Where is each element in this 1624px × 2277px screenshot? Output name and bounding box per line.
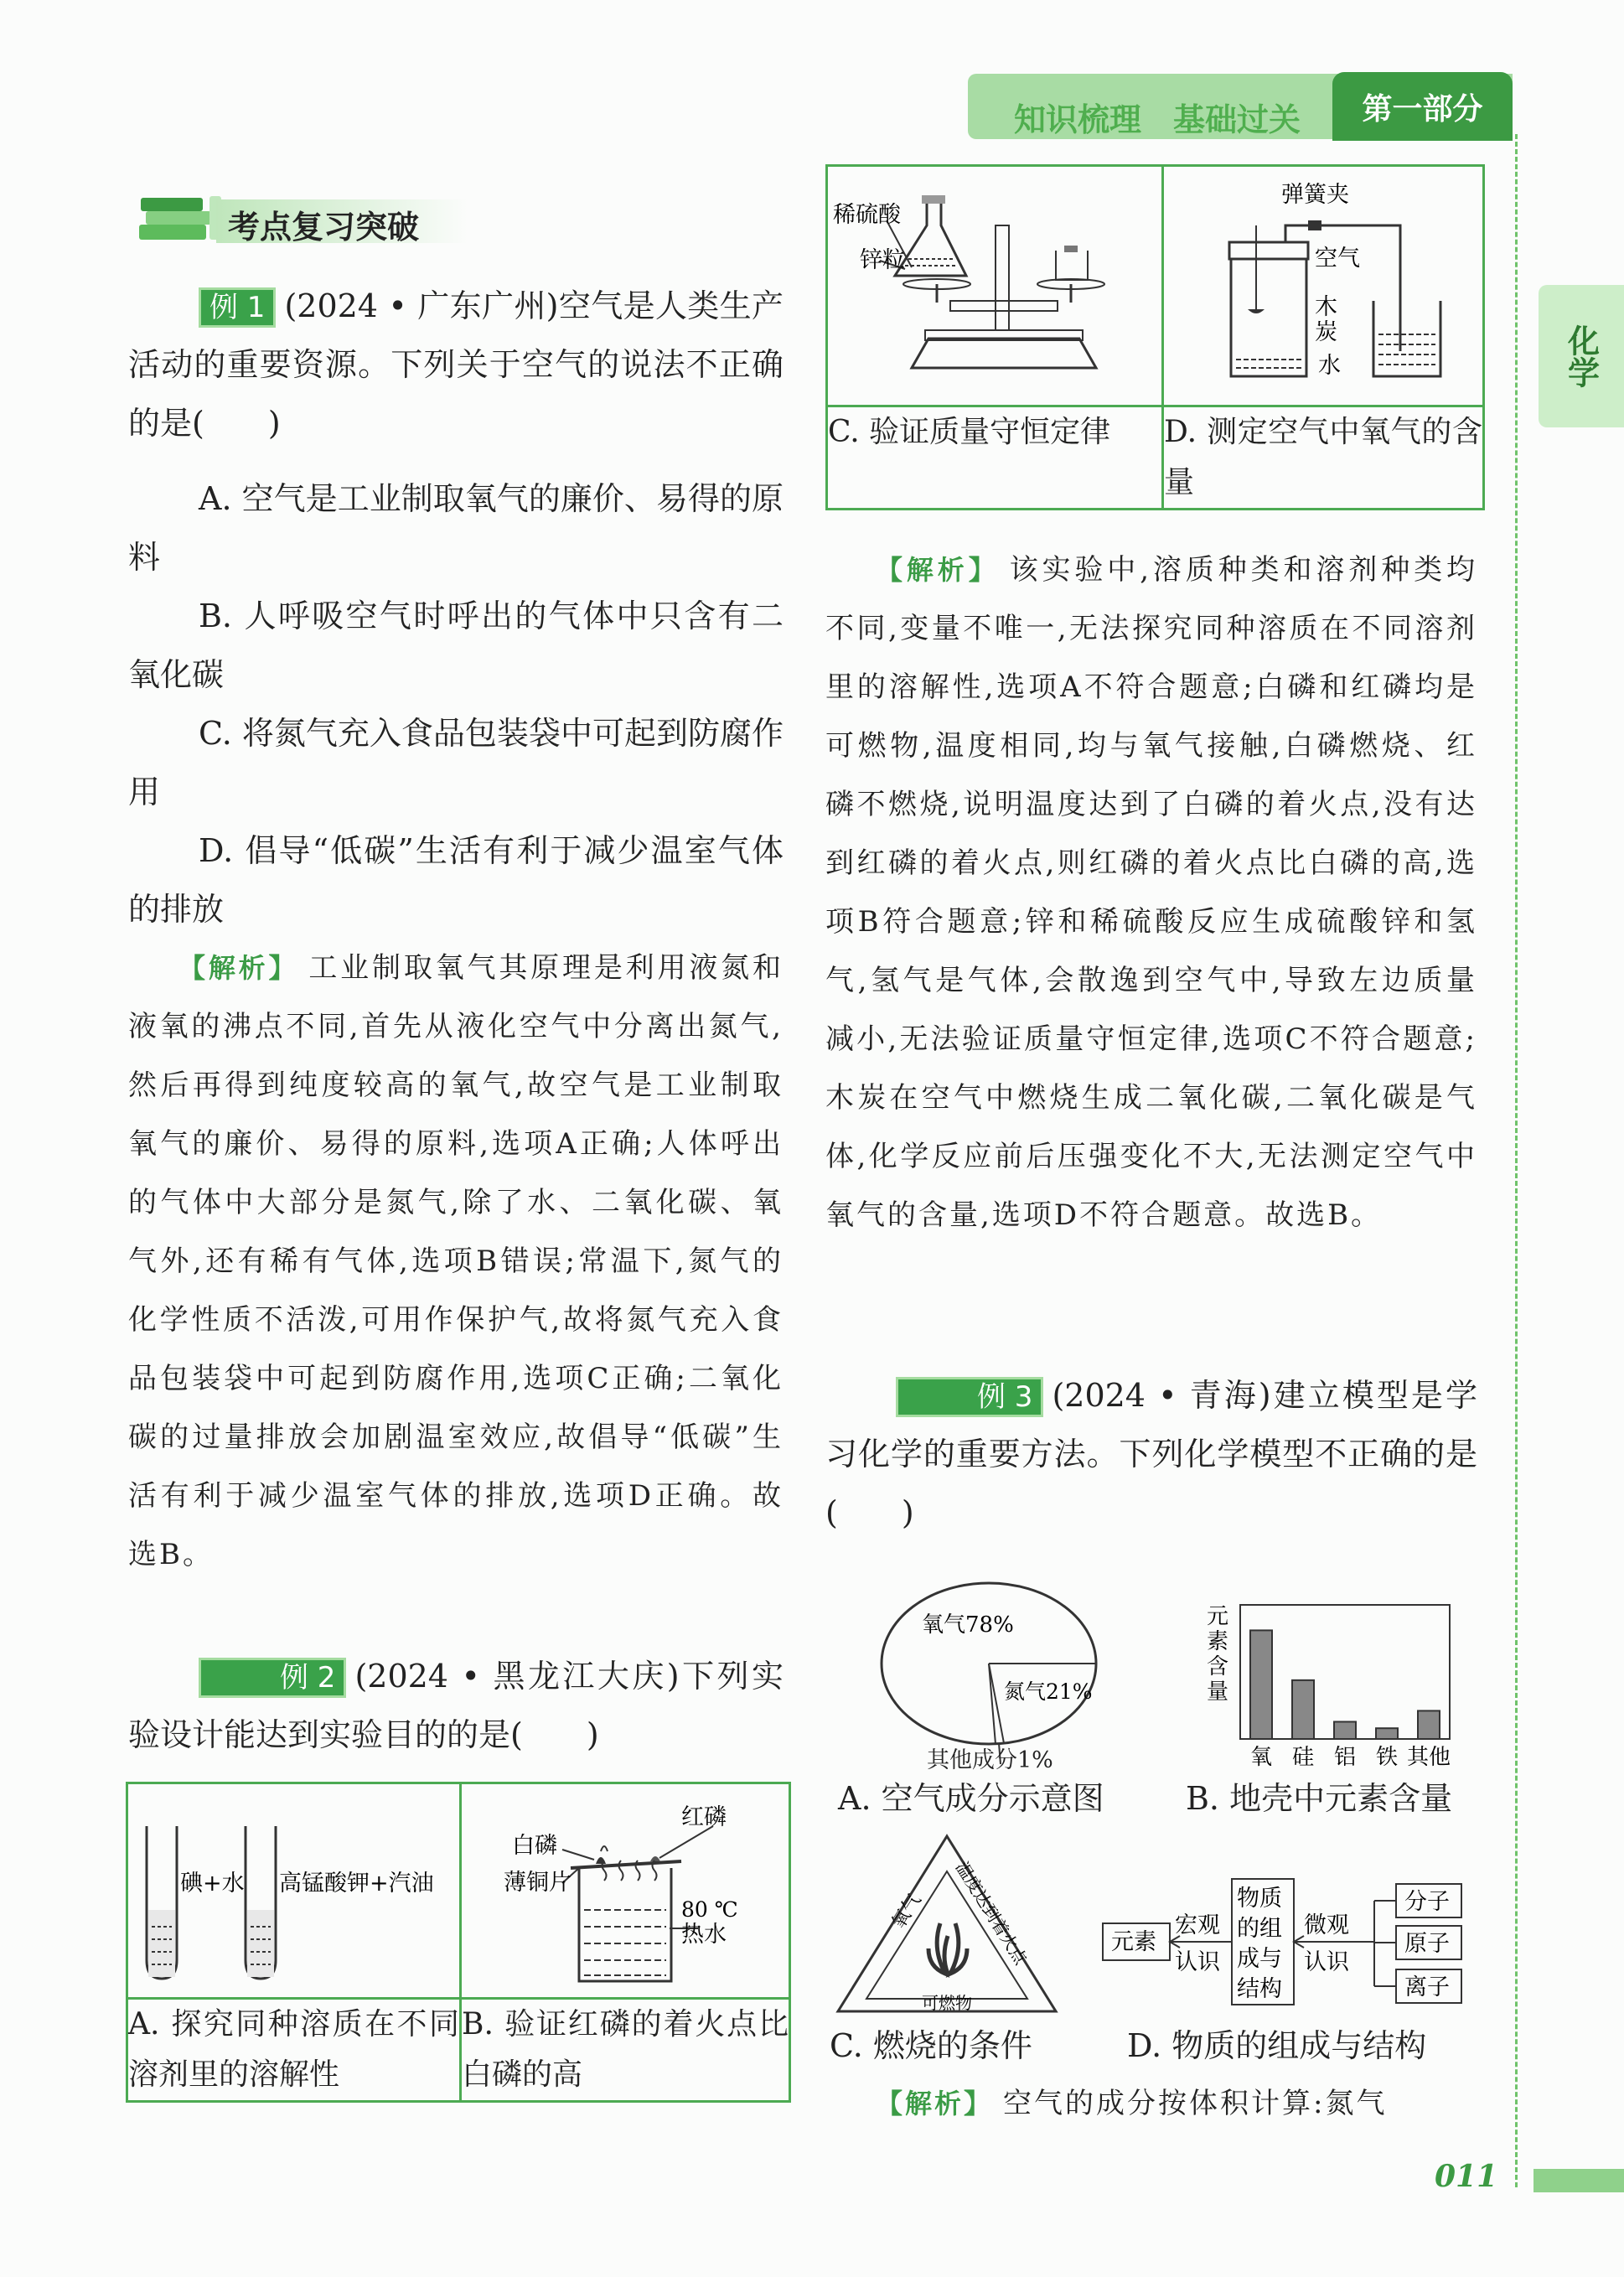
chart-bar-4: [1418, 1710, 1440, 1739]
tri-bottom: 可燃物: [922, 1993, 972, 2013]
chart-ylabel-char: 素: [1207, 1629, 1229, 1654]
exp-d-diagram: [1163, 166, 1484, 406]
label-air: 空气: [1315, 246, 1360, 272]
footer-bar: [1533, 2169, 1624, 2192]
label-white-phosphorus: 白磷: [512, 1833, 557, 1859]
ex1-option-c: C. 将氮气充入食品包装袋中可起到防腐作用: [128, 715, 784, 810]
chart-ylabel-char: 量: [1207, 1679, 1229, 1705]
ex2-table-cd: [825, 164, 1485, 510]
ex3-analysis-label: 【解析】: [876, 2088, 994, 2119]
label-charcoal-2: 炭: [1315, 319, 1337, 345]
concept-molecule: 分子: [1404, 1889, 1450, 1915]
tri-right: 温度达到着火点: [951, 1857, 1032, 1969]
pie-label-other: 其他成分1%: [927, 1747, 1053, 1773]
concept-ion: 离子: [1404, 1974, 1450, 2000]
chart-tick-label-4: 其他: [1406, 1745, 1451, 1770]
ex2-analysis-label: 【解析】: [876, 554, 1000, 586]
label-hot-water: 热水: [681, 1922, 727, 1948]
page-number: 011: [1435, 2159, 1498, 2194]
section-title: 考点复习突破: [228, 209, 420, 246]
pie-label-n2: 氮气21%: [1004, 1679, 1093, 1704]
ex1-option-b: B. 人呼吸空气时呼出的气体中只含有二氧化碳: [128, 598, 784, 693]
chart-tick-label-2: 铝: [1333, 1745, 1357, 1770]
header-sub-1: 知识梳理: [1014, 101, 1142, 138]
tri-left-1: 氧气: [887, 1890, 926, 1933]
ex1-option-a: A. 空气是工业制取氧气的廉价、易得的原料: [128, 480, 784, 576]
concept-substance-2: 的组: [1237, 1916, 1282, 1942]
exp-d-caption: D. 测定空气中氧气的含量: [1163, 406, 1484, 510]
model-d-caption: D. 物质的组成与结构: [1127, 2027, 1427, 2064]
header-sub-2: 基础过关: [1173, 101, 1301, 138]
exp-c-diagram: [827, 166, 1163, 406]
ex1-analysis-label: 【解析】: [178, 952, 299, 984]
concept-substance-4: 结构: [1237, 1976, 1282, 2002]
concept-atom: 原子: [1404, 1931, 1450, 1957]
chart-ylabel-char: 含: [1207, 1654, 1229, 1679]
exp-a-caption: A. 探究同种溶质在不同溶剂里的溶解性: [127, 1999, 461, 2102]
concept-micro-2: 认识: [1304, 1949, 1349, 1975]
ex3-label: 例 3: [896, 1377, 1043, 1417]
exp-b-caption: B. 验证红磷的着火点比白磷的高: [461, 1999, 790, 2102]
label-charcoal-1: 木: [1315, 294, 1337, 320]
label-kmno4-gasoline: 高锰酸钾+汽油: [279, 1871, 434, 1897]
concept-element: 元素: [1111, 1929, 1156, 1955]
exp-a-diagram: [127, 1783, 461, 1999]
model-d-concept-map: [1098, 1877, 1466, 2020]
concept-substance-1: 物质: [1237, 1886, 1282, 1912]
label-copper-sheet: 薄铜片: [504, 1870, 572, 1896]
ex2-table-ab: [126, 1782, 791, 2103]
ex3-analysis: 【解析】 空气的成分按体积计算:氮气: [876, 2087, 1388, 2120]
label-zinc: 锌粒: [860, 247, 905, 273]
ex1-label: 例 1: [199, 287, 276, 328]
model-c-triangle: [830, 1831, 1064, 2020]
ex2-stem: 例 2 (2024 • 黑龙江大庆)下列实验设计能达到实验目的的是( ): [128, 1658, 784, 1753]
chart-bar-2: [1334, 1721, 1356, 1739]
model-c-caption: C. 燃烧的条件: [830, 2027, 1032, 2064]
label-water: 水: [1318, 353, 1341, 379]
label-temp: 80 ℃: [681, 1897, 738, 1922]
concept-macro-2: 认识: [1175, 1949, 1220, 1975]
ex1-stem: 例 1 (2024 • 广东广州)空气是人类生产活动的重要资源。下列关于空气的说法不正确的是( ): [128, 287, 784, 442]
concept-micro-1: 微观: [1304, 1912, 1349, 1938]
margin-dashed-line: [1515, 134, 1518, 2187]
subject-side-tab[interactable]: 化学: [1539, 285, 1624, 427]
books-icon: [134, 191, 226, 246]
chart-bar-3: [1376, 1728, 1398, 1739]
exp-c-caption: C. 验证质量守恒定律: [827, 406, 1163, 510]
label-dilute-h2so4: 稀硫酸: [833, 202, 901, 228]
ex1-analysis: 【解析】 工业制取氧气其原理是利用液氮和液氧的沸点不同,首先从液化空气中分离出氮气,然后再得到纯度较高的氧气,故空气是工业制取氧气的廉价、易得的原料,选项A正确;人体呼出的气体中大部分是氮气,除了水、二氧化碳、氧气外,还有稀有气体,选项B错误;常温下,氮气的化学性质不活泼,可用作保护气,故将氮气充入食品包装袋中可起到防腐作用,选项C正确;二氧化碳的过量排放会加剧温室效应,故倡导“低碳”生活有利于减少温室气体的排放,选项D正确。故选B。: [128, 951, 784, 1571]
pie-label-o2: 氧气78%: [922, 1612, 1014, 1638]
ex2-analysis: 【解析】 该实验中,溶质种类和溶剂种类均不同,变量不唯一,无法探究同种溶质在不同溶剂里的溶解性,选项A不符合题意;白磷和红磷均是可燃物,温度相同,均与氧气接触,白磷燃烧、红磷不燃烧,说明温度达到了白磷的着火点,没有达到红磷的着火点,则红磷的着火点比白磷的高,选项B符合题意;锌和稀硫酸反应生成硫酸锌和氢气,氢气是气体,会散逸到空气中,导致左边质量减小,无法验证质量守恒定律,选项C不符合题意;木炭在空气中燃烧生成二氧化碳,二氧化碳是气体,化学反应前后压强变化不大,无法测定空气中氧气的含量,选项D不符合题意。故选B。: [825, 553, 1477, 1232]
chart-ylabel-char: 元: [1207, 1604, 1229, 1629]
ex1-option-d: D. 倡导“低碳”生活有利于减少温室气体的排放: [128, 832, 784, 928]
exp-b-diagram: [461, 1783, 790, 1999]
chart-tick-label-3: 铁: [1375, 1745, 1399, 1770]
label-spring-clip: 弹簧夹: [1281, 182, 1349, 208]
chart-bar-1: [1292, 1680, 1314, 1739]
concept-macro-1: 宏观: [1175, 1912, 1220, 1938]
ex2-label: 例 2: [199, 1658, 346, 1698]
model-b-bar-chart: [1190, 1596, 1458, 1772]
ex3-stem: 例 3 (2024 • 青海)建立模型是学习化学的重要方法。下列化学模型不正确的是( ): [825, 1377, 1477, 1531]
label-iodine-water: 碘+水: [180, 1871, 245, 1897]
model-a-caption: A. 空气成分示意图: [838, 1780, 1104, 1817]
model-b-caption: B. 地壳中元素含量: [1186, 1780, 1453, 1817]
chart-tick-label-0: 氧: [1249, 1745, 1273, 1770]
chart-bar-0: [1250, 1630, 1272, 1739]
chart-tick-label-1: 硅: [1291, 1745, 1315, 1770]
concept-substance-3: 成与: [1237, 1946, 1282, 1972]
label-red-phosphorus: 红磷: [681, 1804, 727, 1830]
header-part: 第一部分: [1332, 72, 1513, 141]
